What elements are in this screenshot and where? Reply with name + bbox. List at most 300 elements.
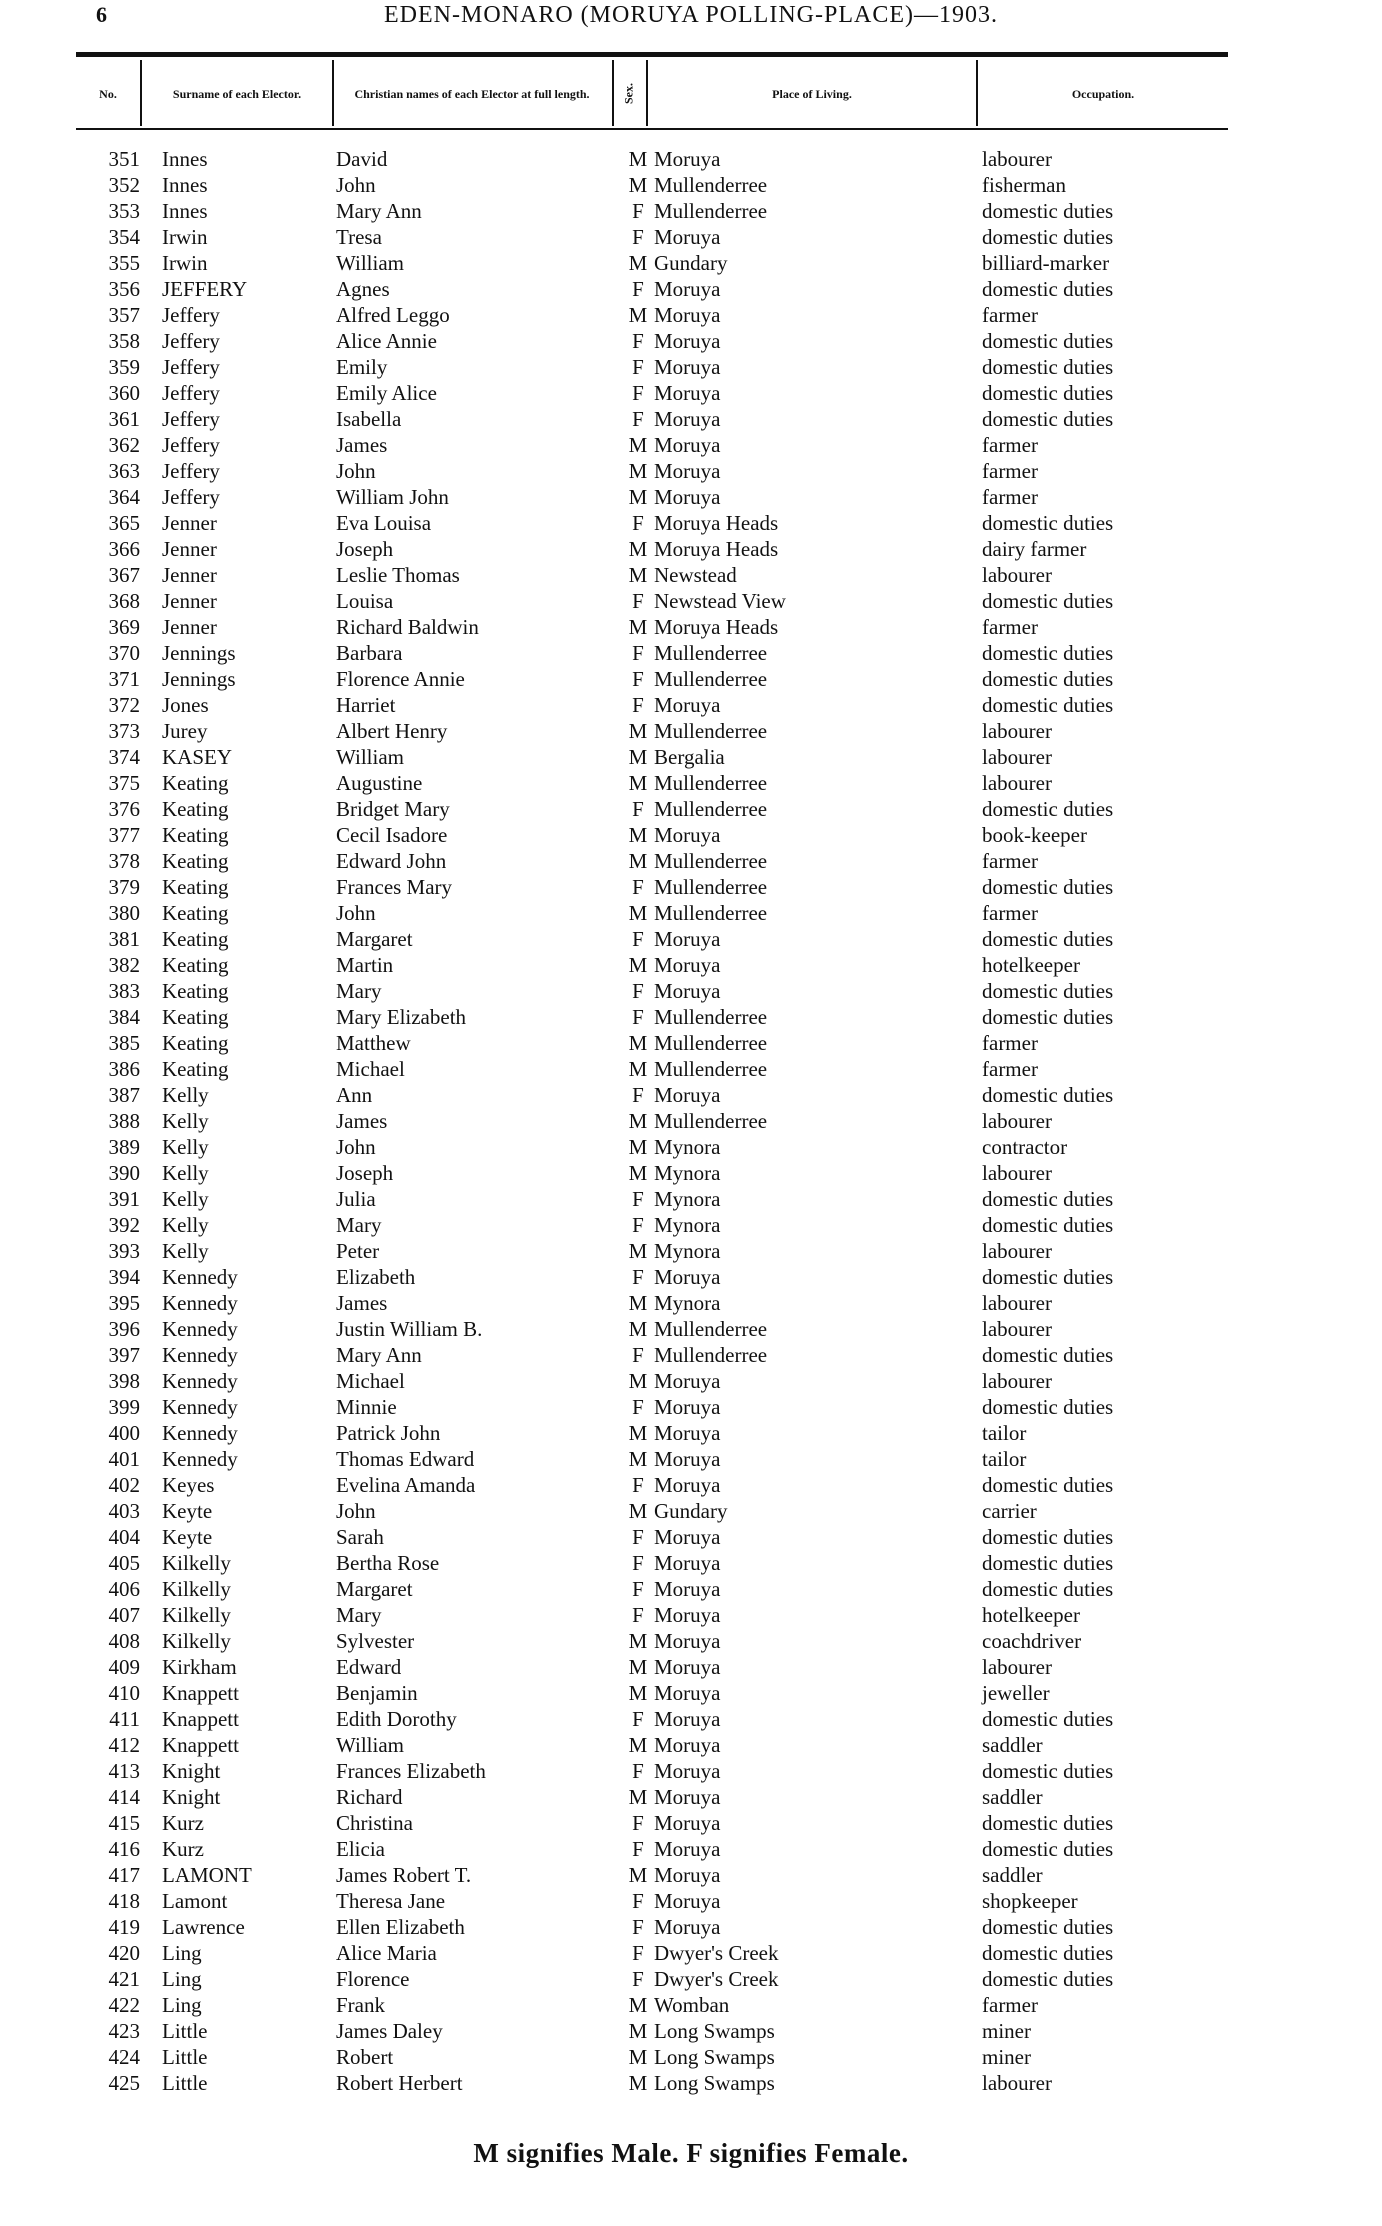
table-row: [0, 1394, 1382, 1420]
elector-number: 410: [108, 1681, 140, 1705]
elector-occupation: farmer: [982, 849, 1038, 873]
elector-occupation: domestic duties: [982, 1967, 1114, 1991]
elector-number: 358: [108, 329, 140, 353]
elector-place-of-living: Moruya: [654, 1915, 721, 1939]
elector-occupation: domestic duties: [982, 1187, 1114, 1211]
elector-surname: Kilkelly: [162, 1629, 231, 1653]
elector-christian-names: Thomas Edward: [336, 1447, 475, 1471]
elector-sex: M: [628, 147, 648, 171]
elector-occupation: domestic duties: [982, 1759, 1114, 1783]
elector-number: 377: [108, 823, 140, 847]
elector-sex: F: [632, 1083, 644, 1107]
elector-place-of-living: Mullenderree: [654, 641, 768, 665]
column-header-christian-names: Christian names of each Elector at full length.: [354, 86, 590, 101]
elector-occupation: farmer: [982, 303, 1038, 327]
elector-number: 371: [108, 667, 140, 691]
elector-place-of-living: Moruya: [654, 1603, 721, 1627]
elector-christian-names: James: [336, 1291, 388, 1315]
elector-sex: M: [628, 1031, 648, 1055]
elector-occupation: farmer: [982, 459, 1038, 483]
table-row: [0, 718, 1382, 744]
table-row: [0, 458, 1382, 484]
elector-number: 370: [108, 641, 140, 665]
elector-occupation: domestic duties: [982, 355, 1114, 379]
elector-surname: Jeffery: [162, 407, 220, 431]
elector-occupation: labourer: [982, 2071, 1052, 2095]
elector-sex: F: [632, 407, 644, 431]
elector-christian-names: William John: [336, 485, 449, 509]
elector-occupation: domestic duties: [982, 979, 1114, 1003]
elector-surname: Jenner: [162, 511, 217, 535]
elector-surname: Innes: [162, 173, 208, 197]
elector-surname: JEFFERY: [162, 277, 248, 301]
elector-place-of-living: Moruya: [654, 1889, 721, 1913]
table-row: [0, 146, 1382, 172]
elector-surname: Kelly: [162, 1109, 209, 1133]
sex-legend-note: M signifies Male. F signifies Female.: [473, 2138, 909, 2168]
table-row: [0, 406, 1382, 432]
elector-christian-names: Benjamin: [336, 1681, 418, 1705]
elector-sex: M: [628, 2071, 648, 2095]
table-row: [0, 250, 1382, 276]
elector-number: 359: [108, 355, 140, 379]
elector-place-of-living: Mullenderree: [654, 1317, 768, 1341]
column-header-occupation: Occupation.: [1071, 86, 1135, 101]
elector-occupation: labourer: [982, 771, 1052, 795]
table-row: [0, 1186, 1382, 1212]
elector-number: 401: [108, 1447, 140, 1471]
elector-occupation: farmer: [982, 1031, 1038, 1055]
elector-occupation: tailor: [982, 1447, 1027, 1471]
table-row: [0, 510, 1382, 536]
table-row: [0, 1082, 1382, 1108]
elector-surname: Kelly: [162, 1161, 209, 1185]
column-divider: [976, 60, 978, 126]
elector-sex: M: [628, 1681, 648, 1705]
elector-sex: F: [632, 1941, 644, 1965]
elector-surname: Kelly: [162, 1239, 209, 1263]
elector-surname: Kilkelly: [162, 1551, 231, 1575]
elector-sex: F: [632, 875, 644, 899]
elector-number: 411: [109, 1707, 140, 1731]
elector-number: 361: [108, 407, 140, 431]
elector-surname: Kennedy: [162, 1395, 238, 1419]
elector-occupation: labourer: [982, 1291, 1052, 1315]
table-row: [0, 1602, 1382, 1628]
elector-occupation: domestic duties: [982, 1473, 1114, 1497]
elector-surname: Keating: [162, 1005, 229, 1029]
elector-place-of-living: Mynora: [654, 1291, 721, 1315]
table-row: [0, 1446, 1382, 1472]
elector-occupation: domestic duties: [982, 1083, 1114, 1107]
elector-occupation: domestic duties: [982, 329, 1114, 353]
elector-sex: M: [628, 537, 648, 561]
elector-occupation: farmer: [982, 901, 1038, 925]
elector-surname: Kennedy: [162, 1343, 238, 1367]
elector-christian-names: Julia: [336, 1187, 376, 1211]
elector-occupation: miner: [982, 2045, 1031, 2069]
elector-occupation: domestic duties: [982, 927, 1114, 951]
elector-occupation: farmer: [982, 615, 1038, 639]
elector-occupation: saddler: [982, 1863, 1043, 1887]
elector-christian-names: Margaret: [336, 1577, 413, 1601]
table-row: [0, 1758, 1382, 1784]
elector-surname: Knight: [162, 1759, 221, 1783]
elector-christian-names: Joseph: [336, 1161, 394, 1185]
elector-surname: Kelly: [162, 1213, 209, 1237]
elector-occupation: domestic duties: [982, 1837, 1114, 1861]
elector-place-of-living: Dwyer's Creek: [654, 1967, 779, 1991]
elector-place-of-living: Moruya: [654, 1863, 721, 1887]
elector-christian-names: Alice Maria: [336, 1941, 437, 1965]
elector-number: 356: [108, 277, 140, 301]
table-row: [0, 2070, 1382, 2096]
elector-christian-names: Cecil Isadore: [336, 823, 448, 847]
elector-christian-names: Frances Elizabeth: [336, 1759, 486, 1783]
elector-christian-names: Alfred Leggo: [336, 303, 450, 327]
elector-number: 398: [108, 1369, 140, 1393]
elector-surname: Innes: [162, 147, 208, 171]
elector-number: 384: [108, 1005, 140, 1029]
elector-sex: F: [632, 1707, 644, 1731]
elector-number: 353: [108, 199, 140, 223]
elector-christian-names: Michael: [336, 1057, 405, 1081]
elector-christian-names: Mary: [336, 1213, 382, 1237]
elector-number: 419: [108, 1915, 140, 1939]
elector-surname: Knight: [162, 1785, 221, 1809]
table-row: [0, 952, 1382, 978]
elector-number: 380: [108, 901, 140, 925]
elector-sex: F: [632, 1005, 644, 1029]
elector-place-of-living: Mullenderree: [654, 901, 768, 925]
table-row: [0, 978, 1382, 1004]
table-row: [0, 1888, 1382, 1914]
elector-surname: Jeffery: [162, 355, 220, 379]
elector-surname: Keating: [162, 927, 229, 951]
table-row: [0, 822, 1382, 848]
elector-place-of-living: Long Swamps: [654, 2045, 775, 2069]
elector-sex: M: [628, 1291, 648, 1315]
elector-surname: Kelly: [162, 1135, 209, 1159]
table-row: [0, 1498, 1382, 1524]
elector-occupation: domestic duties: [982, 1577, 1114, 1601]
elector-number: 391: [108, 1187, 140, 1211]
elector-christian-names: Florence Annie: [336, 667, 465, 691]
elector-place-of-living: Mynora: [654, 1239, 721, 1263]
elector-occupation: domestic duties: [982, 641, 1114, 665]
table-row: [0, 1030, 1382, 1056]
elector-number: 351: [108, 147, 140, 171]
elector-sex: M: [628, 1629, 648, 1653]
elector-sex: F: [632, 1473, 644, 1497]
elector-sex: M: [628, 563, 648, 587]
elector-place-of-living: Newstead View: [654, 589, 786, 613]
elector-christian-names: Sylvester: [336, 1629, 415, 1653]
elector-surname: Jenner: [162, 537, 217, 561]
elector-sex: M: [628, 823, 648, 847]
elector-christian-names: Augustine: [336, 771, 423, 795]
elector-christian-names: James Robert T.: [336, 1863, 472, 1887]
table-row: [0, 2018, 1382, 2044]
elector-place-of-living: Gundary: [654, 251, 728, 275]
elector-sex: M: [628, 2045, 648, 2069]
elector-number: 378: [108, 849, 140, 873]
elector-place-of-living: Moruya: [654, 1551, 721, 1575]
elector-place-of-living: Mynora: [654, 1135, 721, 1159]
elector-occupation: billiard-marker: [982, 251, 1110, 275]
elector-christian-names: Matthew: [336, 1031, 411, 1055]
elector-number: 394: [108, 1265, 140, 1289]
elector-place-of-living: Moruya: [654, 1733, 721, 1757]
elector-surname: Kilkelly: [162, 1577, 231, 1601]
elector-number: 367: [108, 563, 140, 587]
table-row: [0, 276, 1382, 302]
elector-occupation: labourer: [982, 745, 1052, 769]
elector-occupation: dairy farmer: [982, 537, 1087, 561]
elector-number: 408: [108, 1629, 140, 1653]
elector-place-of-living: Gundary: [654, 1499, 728, 1523]
elector-sex: F: [632, 1759, 644, 1783]
elector-number: 397: [108, 1343, 140, 1367]
elector-place-of-living: Mullenderree: [654, 1109, 768, 1133]
elector-christian-names: Michael: [336, 1369, 405, 1393]
elector-christian-names: William: [336, 1733, 404, 1757]
elector-christian-names: Mary Ann: [336, 1343, 422, 1367]
elector-christian-names: John: [336, 459, 376, 483]
elector-sex: F: [632, 381, 644, 405]
elector-surname: Keating: [162, 979, 229, 1003]
table-row: [0, 1056, 1382, 1082]
elector-christian-names: Joseph: [336, 537, 394, 561]
elector-number: 423: [108, 2019, 140, 2043]
elector-occupation: domestic duties: [982, 1005, 1114, 1029]
elector-occupation: domestic duties: [982, 589, 1114, 613]
table-row: [0, 1290, 1382, 1316]
elector-occupation: miner: [982, 2019, 1031, 2043]
column-divider: [140, 60, 142, 126]
elector-christian-names: Edith Dorothy: [336, 1707, 457, 1731]
elector-sex: M: [628, 303, 648, 327]
elector-surname: Jeffery: [162, 329, 220, 353]
elector-place-of-living: Moruya: [654, 1629, 721, 1653]
elector-occupation: domestic duties: [982, 225, 1114, 249]
elector-place-of-living: Moruya: [654, 355, 721, 379]
elector-place-of-living: Moruya: [654, 433, 721, 457]
elector-christian-names: Edward John: [336, 849, 447, 873]
elector-number: 383: [108, 979, 140, 1003]
table-row: [0, 1524, 1382, 1550]
elector-sex: M: [628, 1109, 648, 1133]
elector-number: 424: [108, 2045, 140, 2069]
table-row: [0, 328, 1382, 354]
elector-surname: Jeffery: [162, 433, 220, 457]
elector-number: 425: [108, 2071, 140, 2095]
elector-surname: Little: [162, 2071, 208, 2095]
elector-number: 382: [108, 953, 140, 977]
elector-sex: M: [628, 173, 648, 197]
elector-occupation: domestic duties: [982, 1811, 1114, 1835]
elector-number: 390: [108, 1161, 140, 1185]
elector-surname: Jennings: [162, 641, 236, 665]
elector-sex: F: [632, 1837, 644, 1861]
elector-surname: Keating: [162, 771, 229, 795]
elector-place-of-living: Moruya: [654, 1707, 721, 1731]
table-row: [0, 1784, 1382, 1810]
elector-place-of-living: Dwyer's Creek: [654, 1941, 779, 1965]
elector-sex: M: [628, 1057, 648, 1081]
elector-occupation: labourer: [982, 1369, 1052, 1393]
table-row: [0, 588, 1382, 614]
elector-sex: M: [628, 251, 648, 275]
elector-occupation: hotelkeeper: [982, 1603, 1080, 1627]
elector-number: 386: [108, 1057, 140, 1081]
elector-surname: Jenner: [162, 615, 217, 639]
elector-place-of-living: Moruya: [654, 1785, 721, 1809]
elector-sex: M: [628, 615, 648, 639]
elector-christian-names: John: [336, 901, 376, 925]
elector-surname: Keating: [162, 797, 229, 821]
elector-place-of-living: Moruya Heads: [654, 511, 779, 535]
elector-surname: Jennings: [162, 667, 236, 691]
table-row: [0, 744, 1382, 770]
elector-number: 364: [108, 485, 140, 509]
elector-number: 403: [108, 1499, 140, 1523]
elector-place-of-living: Mullenderree: [654, 771, 768, 795]
elector-christian-names: Eva Louisa: [336, 511, 432, 535]
elector-occupation: farmer: [982, 485, 1038, 509]
elector-occupation: domestic duties: [982, 693, 1114, 717]
elector-surname: Keyte: [162, 1525, 213, 1549]
elector-place-of-living: Moruya Heads: [654, 537, 779, 561]
table-row: [0, 1264, 1382, 1290]
table-row: [0, 1134, 1382, 1160]
table-row: [0, 692, 1382, 718]
elector-surname: Kirkham: [162, 1655, 237, 1679]
elector-number: 415: [108, 1811, 140, 1835]
page-title: EDEN-MONARO (MORUYA POLLING-PLACE)—1903.: [384, 2, 998, 28]
elector-occupation: domestic duties: [982, 511, 1114, 535]
column-divider: [332, 60, 334, 126]
header-top-rule: [76, 52, 1228, 57]
table-row: [0, 198, 1382, 224]
elector-place-of-living: Moruya: [654, 459, 721, 483]
table-row: [0, 1992, 1382, 2018]
table-row: [0, 640, 1382, 666]
elector-christian-names: Frances Mary: [336, 875, 453, 899]
elector-number: 405: [108, 1551, 140, 1575]
elector-number: 366: [108, 537, 140, 561]
elector-place-of-living: Mullenderree: [654, 199, 768, 223]
elector-occupation: domestic duties: [982, 1213, 1114, 1237]
elector-number: 414: [108, 1785, 140, 1809]
elector-sex: M: [628, 1239, 648, 1263]
elector-place-of-living: Moruya: [654, 1395, 721, 1419]
elector-christian-names: Elizabeth: [336, 1265, 416, 1289]
elector-sex: F: [632, 641, 644, 665]
elector-number: 412: [108, 1733, 140, 1757]
elector-place-of-living: Moruya: [654, 979, 721, 1003]
elector-occupation: farmer: [982, 1993, 1038, 2017]
elector-place-of-living: Mullenderree: [654, 1343, 768, 1367]
elector-place-of-living: Mynora: [654, 1187, 721, 1211]
elector-number: 416: [108, 1837, 140, 1861]
elector-surname: Kurz: [162, 1837, 204, 1861]
table-row: [0, 1654, 1382, 1680]
elector-number: 388: [108, 1109, 140, 1133]
elector-occupation: labourer: [982, 1161, 1052, 1185]
elector-occupation: labourer: [982, 147, 1052, 171]
elector-surname: Kennedy: [162, 1447, 238, 1471]
elector-surname: Jeffery: [162, 459, 220, 483]
elector-occupation: labourer: [982, 719, 1052, 743]
elector-number: 352: [108, 173, 140, 197]
elector-list: [0, 146, 1382, 2096]
elector-surname: Jeffery: [162, 303, 220, 327]
elector-occupation: domestic duties: [982, 199, 1114, 223]
elector-surname: Ling: [162, 1941, 202, 1965]
elector-occupation: domestic duties: [982, 407, 1114, 431]
elector-place-of-living: Mullenderree: [654, 667, 768, 691]
elector-sex: F: [632, 1967, 644, 1991]
table-row: [0, 1836, 1382, 1862]
elector-occupation: labourer: [982, 1655, 1052, 1679]
table-row: [0, 536, 1382, 562]
elector-number: 365: [108, 511, 140, 535]
elector-place-of-living: Mynora: [654, 1161, 721, 1185]
column-divider: [646, 60, 648, 126]
elector-place-of-living: Moruya: [654, 927, 721, 951]
elector-place-of-living: Moruya: [654, 485, 721, 509]
elector-place-of-living: Moruya: [654, 1473, 721, 1497]
elector-sex: M: [628, 1993, 648, 2017]
elector-surname: Kennedy: [162, 1317, 238, 1341]
elector-christian-names: Patrick John: [336, 1421, 441, 1445]
elector-occupation: domestic duties: [982, 1915, 1114, 1939]
elector-sex: M: [628, 459, 648, 483]
elector-number: 360: [108, 381, 140, 405]
elector-surname: KASEY: [162, 745, 233, 769]
column-header-surname: Surname of each Elector.: [172, 86, 302, 101]
table-row: [0, 1628, 1382, 1654]
elector-sex: F: [632, 355, 644, 379]
elector-place-of-living: Newstead: [654, 563, 737, 587]
elector-christian-names: Peter: [336, 1239, 380, 1263]
elector-sex: F: [632, 1265, 644, 1289]
elector-occupation: domestic duties: [982, 1265, 1114, 1289]
elector-place-of-living: Mullenderree: [654, 1031, 768, 1055]
table-row: [0, 926, 1382, 952]
elector-place-of-living: Mullenderree: [654, 719, 768, 743]
elector-christian-names: Alice Annie: [336, 329, 437, 353]
elector-christian-names: Sarah: [336, 1525, 384, 1549]
elector-surname: Little: [162, 2019, 208, 2043]
elector-sex: M: [628, 745, 648, 769]
elector-place-of-living: Womban: [654, 1993, 730, 2017]
table-row: [0, 484, 1382, 510]
table-row: [0, 1368, 1382, 1394]
elector-christian-names: Harriet: [336, 693, 396, 717]
elector-surname: Kelly: [162, 1187, 209, 1211]
elector-place-of-living: Mullenderree: [654, 173, 768, 197]
elector-surname: Innes: [162, 199, 208, 223]
elector-occupation: hotelkeeper: [982, 953, 1080, 977]
elector-place-of-living: Moruya: [654, 303, 721, 327]
elector-sex: F: [632, 1525, 644, 1549]
elector-place-of-living: Mullenderree: [654, 849, 768, 873]
elector-christian-names: Bertha Rose: [336, 1551, 440, 1575]
table-row: [0, 1316, 1382, 1342]
elector-sex: F: [632, 1889, 644, 1913]
